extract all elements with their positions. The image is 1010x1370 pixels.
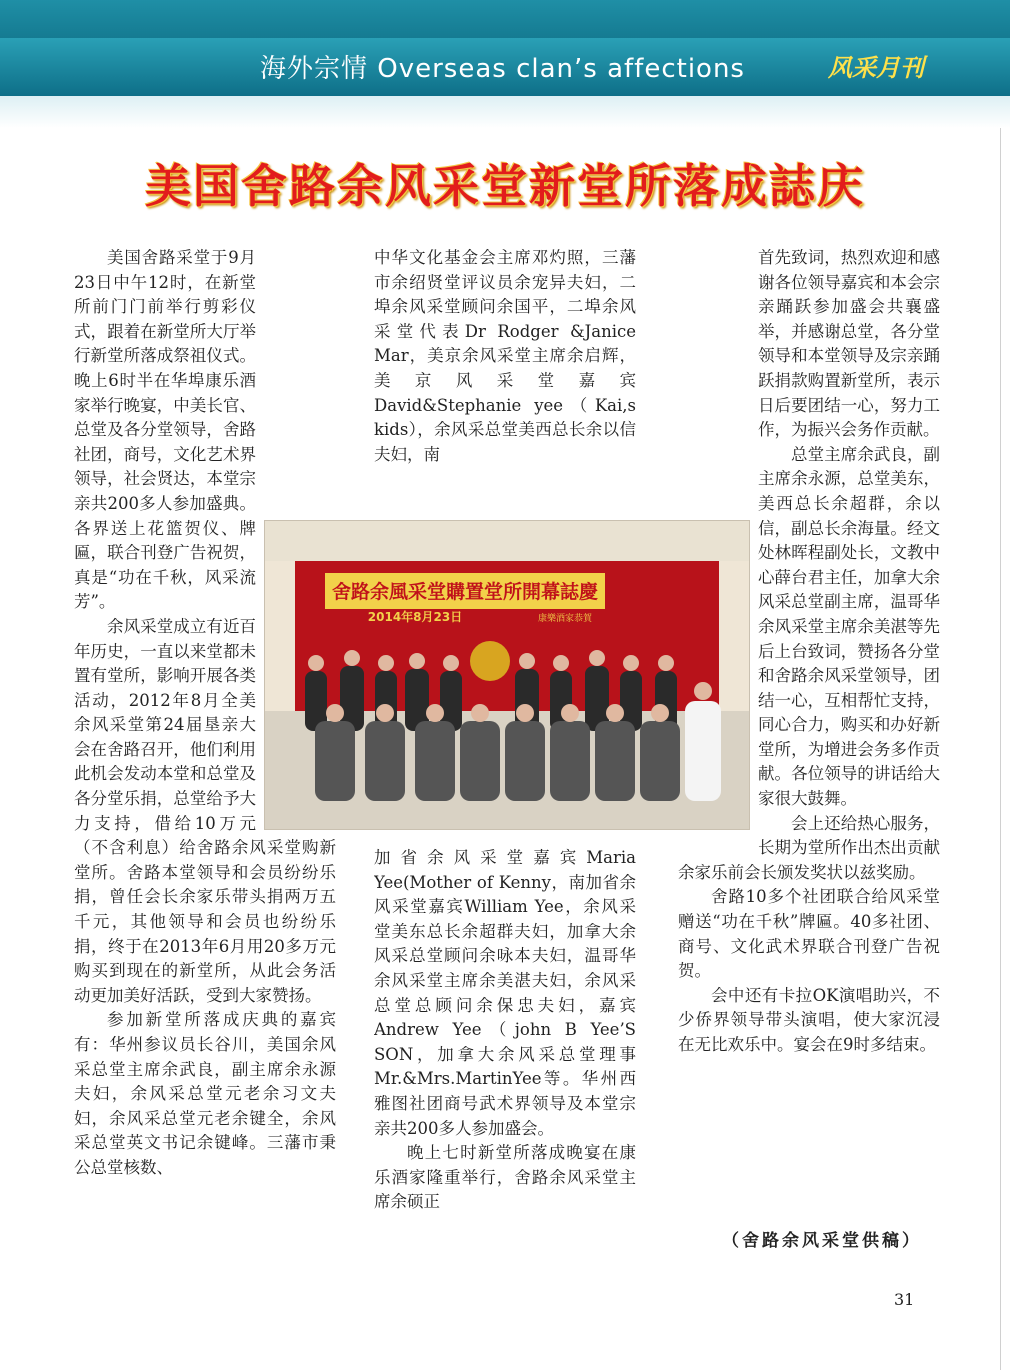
paragraph-3-1: 首先致词，热烈欢迎和感谢各位领导嘉宾和本会宗亲踊跃参加盛会共襄盛举，并感谢总堂，各分堂领导和本堂领导及宗亲踊跃捐款购置新堂所，表示日后要团结一心，努力工作，为振兴会务作贡献。 xyxy=(758,248,940,440)
paragraph-3-2: 总堂主席余武良，副主席余永源，总堂美东，美西总长余超群，余以信，副总长余海量。经文处林晖程副处长，文教中心薛台君主任，加拿大余风采总堂副主席，温哥华余风采堂主席余美湛等先后上台致词，赞扬各分堂和舍路余风采堂领导，团结一心，互相帮忙支持，同心合力，购买和办好新堂所，为增进会务多作贡献。各位领导的讲话给大家很大鼓舞。 xyxy=(758,444,940,809)
paragraph-3-5: 会中还有卡拉OK演唱助兴，不少侨界领导带头演唱，使大家沉浸在无比欢乐中。宴会在9时多结束。 xyxy=(678,985,940,1054)
group-photo-illustration xyxy=(265,521,749,829)
paragraph-1: 美国舍路采堂于9月23日中午12时，在新堂所前门门前举行剪彩仪式，跟着在新堂所大厅举行新堂所落成祭祖仪式。晚上6时半在华埠康乐酒家举行晚宴，中美长官、总堂及各分堂领导，舍路社团，商号，文化艺术界领导，社会贤达，本堂宗亲共200多人参加盛典。各界送上花篮贺仪、牌匾，联合刊登广告祝贺，真是“功在千秋，风采流芳”。 xyxy=(74,248,256,612)
magazine-name: 风采月刊 xyxy=(828,54,924,82)
right-margin-line xyxy=(1000,128,1001,1370)
photo-banner-title: 舍路余風采堂購置堂所開幕誌慶 xyxy=(331,581,599,603)
paragraph-2-2: 加省余风采堂嘉宾Maria Yee(Mother of Kenny，南加省余风采堂嘉宾William Yee，余风采堂美东总长余超群夫妇，加拿大余风采总堂顾问余咏本夫妇，温哥华余风采堂主席余美湛夫妇，余风采总堂总顾问余保忠夫妇，嘉宾Andrew Yee（john B Yee’S SON，加拿大余风采总堂理事Mr.&Mrs.MartinYee等。华州西雅图社团商号武术界领导及本堂宗亲共200多人参加盛会。 xyxy=(374,848,636,1138)
paragraph-2-3: 晚上七时新堂所落成晚宴在康乐酒家隆重举行，舍路余风采堂主席余硕正 xyxy=(374,1143,636,1212)
paragraph-3-3: 会上还给热心服务，长期为堂所作出杰出贡献余家乐前会长颁发奖状以兹奖励。 xyxy=(678,813,940,882)
paragraph-3-4: 舍路10多个社团联合给风采堂赠送“功在千秋”牌匾。40多社团、商号、文化武术界联合刊登广告祝贺。 xyxy=(678,887,940,981)
column-2-top xyxy=(374,246,636,496)
article-title: 美国舍路余风采堂新堂所落成誌庆 xyxy=(145,159,865,213)
paragraph-3: 参加新堂所落成庆典的嘉宾有：华州参议员长谷川，美国余风采总堂主席余武良，副主席余永源夫妇，余风采总堂元老余习文夫妇，余风采总堂元老余键全，余风采总堂英文书记余键峰。三藩市秉公总堂核数、 xyxy=(74,1010,336,1177)
column-2-bottom xyxy=(374,846,636,1266)
photo-banner-date: 2014年8月23日 xyxy=(367,610,463,624)
paragraph-2: 余风采堂成立有近百年历史，一直以来堂都未置有堂所，影响开展各类活动，2012年8月全美余风采堂第24届垦亲大会在舍路召开，他们利用此机会发动本堂和总堂及各分堂乐捐，总堂给予大力支持，借给10万元（不含利息）给舍路余风采堂购新堂所。舍路本堂领导和会员纷纷乐捐，曾任会长余家乐带头捐两万五千元，其他领导和会员也纷纷乐捐，终于在2013年6月用20多万元购买到现在的新堂所，从此会务活动更加美好活跃，受到大家赞扬。 xyxy=(74,616,336,1005)
paragraph-2-1: 中华文化基金会主席邓灼照，三藩市余绍贤堂评议员余宠异夫妇，二埠余风采堂顾问余国平，二埠余风采堂代表Dr Rodger &Janice Mar，美京余风采堂主席余启辉，美京风采堂嘉宾David&Stephanie yee（Kai,s kids），余风采总堂美西总长余以信夫妇，南 xyxy=(374,248,636,464)
group-photo xyxy=(264,520,750,830)
photo-banner-note: 康樂酒家恭賀 xyxy=(537,614,593,624)
section-title: 海外宗情 Overseas clan’s affections xyxy=(260,54,745,84)
page-number: 31 xyxy=(894,1290,915,1309)
article-credit: （舍路余风采堂供稿） xyxy=(722,1231,922,1251)
